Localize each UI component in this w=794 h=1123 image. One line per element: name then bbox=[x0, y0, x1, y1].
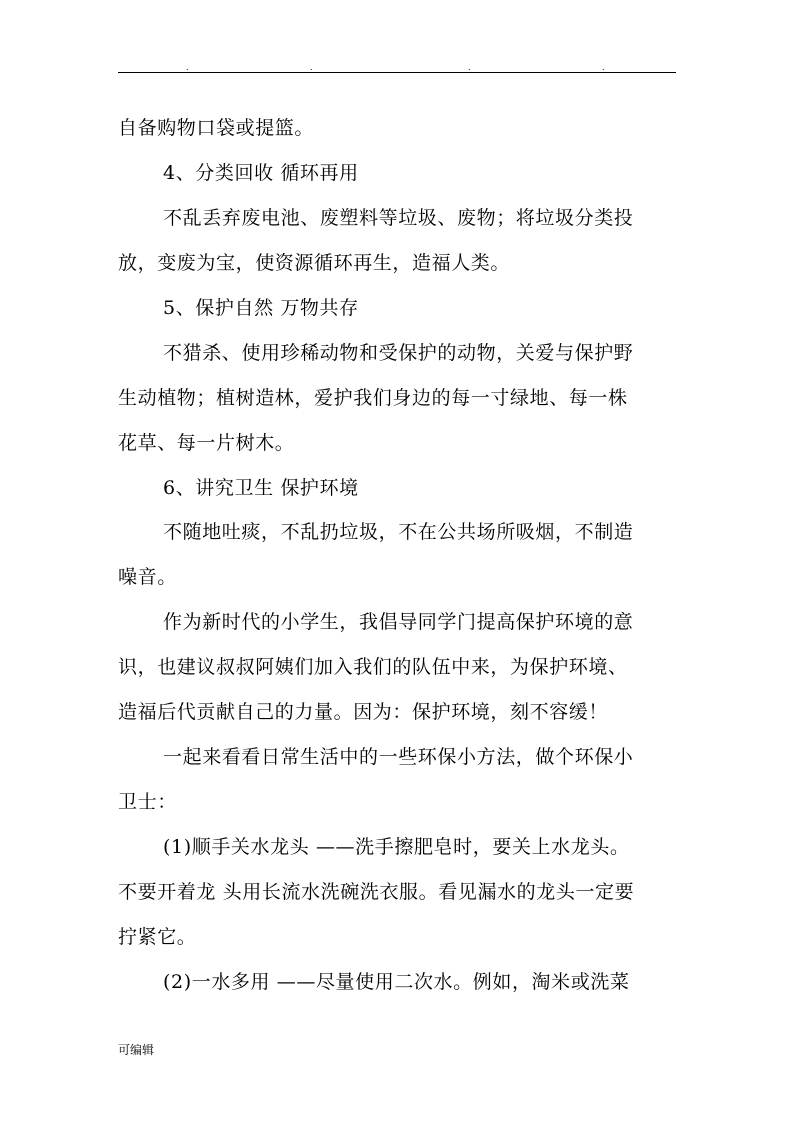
text-line: 噪音。 bbox=[118, 566, 177, 588]
text-line: 不乱丢弃废电池、废塑料等垃圾、废物；将垃圾分类投 bbox=[163, 207, 634, 229]
text-line: (2)一水多用 ——尽量使用二次水。例如，淘米或洗菜 bbox=[163, 971, 630, 993]
text-line: 造福后代贡献自己的力量。因为：保护环境，刻不容缓！ bbox=[118, 701, 609, 723]
footer-label: 可编辑 bbox=[118, 1043, 155, 1057]
section-heading-4: 4、分类回收 循环再用 bbox=[163, 162, 359, 184]
header-dot: . bbox=[186, 63, 189, 72]
section-heading-6: 6、讲究卫生 保护环境 bbox=[163, 477, 359, 499]
header-rule bbox=[118, 72, 676, 73]
text-line: 放，变废为宝，使资源循环再生，造福人类。 bbox=[118, 252, 511, 274]
section-heading-5: 5、保护自然 万物共存 bbox=[163, 297, 359, 319]
text-line: 拧紧它。 bbox=[118, 926, 197, 948]
text-line: 花草、每一片树木。 bbox=[118, 432, 295, 454]
header-dot: . bbox=[602, 63, 605, 72]
header-dot: . bbox=[468, 63, 471, 72]
header-dot: . bbox=[310, 63, 313, 72]
text-line: 自备购物口袋或提篮。 bbox=[118, 117, 315, 139]
text-line: 识，也建议叔叔阿姨们加入我们的队伍中来，为保护环境、 bbox=[118, 656, 628, 678]
text-line: 卫士： bbox=[118, 791, 177, 813]
text-line: 不要开着龙 头用长流水洗碗洗衣服。看见漏水的龙头一定要 bbox=[118, 881, 635, 903]
text-line: 作为新时代的小学生，我倡导同学门提高保护环境的意 bbox=[163, 611, 634, 633]
text-line: 不猎杀、使用珍稀动物和受保护的动物，关爱与保护野 bbox=[163, 342, 634, 364]
text-line: 一起来看看日常生活中的一些环保小方法，做个环保小 bbox=[163, 746, 634, 768]
text-line: 不随地吐痰，不乱扔垃圾，不在公共场所吸烟，不制造 bbox=[163, 521, 634, 543]
text-line: 生动植物；植树造林，爱护我们身边的每一寸绿地、每一株 bbox=[118, 387, 628, 409]
text-line: (1)顺手关水龙头 ——洗手擦肥皂时，要关上水龙头。 bbox=[163, 836, 630, 858]
